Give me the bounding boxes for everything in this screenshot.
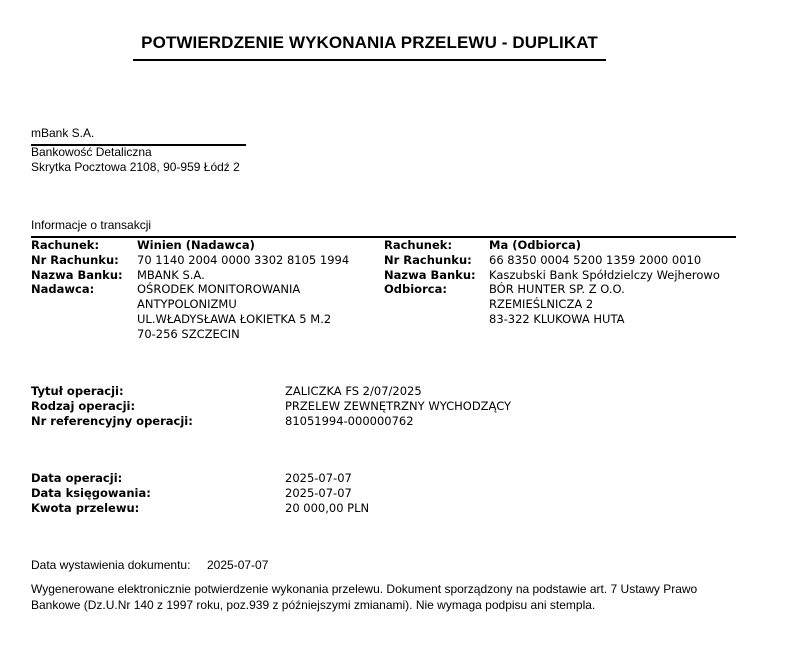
operation-values <box>285 384 511 428</box>
operation-date-label: Data operacji: <box>31 471 123 485</box>
operation-ref: 81051994-000000762 <box>285 413 414 428</box>
sender-labels <box>31 238 123 297</box>
recipient-account-no-label: Nr Rachunku: <box>384 252 472 267</box>
booking-date-label: Data księgowania: <box>31 485 151 500</box>
amount: 20 000,00 PLN <box>285 500 370 515</box>
dates-values <box>285 471 369 515</box>
operation-type: PRZELEW ZEWNĘTRZNY WYCHODZĄCY <box>285 398 512 413</box>
recipient-account-type-label: Rachunek: <box>384 238 453 252</box>
bank-address: Skrytka Pocztowa 2108, 90-959 Łódź 2 <box>31 160 240 174</box>
sender-party-line: ANTYPOLONIZMU <box>137 297 237 312</box>
sender-party-label: Nadawca: <box>31 282 95 297</box>
transaction-section-label: Informacje o transakcji <box>31 218 152 232</box>
recipient-values <box>489 238 720 327</box>
bank-division: Bankowość Detaliczna <box>31 145 152 159</box>
booking-date: 2025-07-07 <box>285 485 352 500</box>
amount-label: Kwota przelewu: <box>31 500 140 515</box>
recipient-party-line: RZEMIEŚLNICZA 2 <box>489 297 594 312</box>
issue-date: 2025-07-07 <box>207 558 269 572</box>
sender-bank-label: Nazwa Banku: <box>31 267 123 282</box>
sender-account-type: Winien (Nadawca) <box>137 238 255 252</box>
recipient-bank-label: Nazwa Banku: <box>384 267 476 282</box>
operation-date: 2025-07-07 <box>285 471 352 485</box>
sender-account-type-label: Rachunek: <box>31 238 100 252</box>
recipient-bank: Kaszubski Bank Spółdzielczy Wejherowo <box>489 267 720 282</box>
recipient-party-line: 83-322 KLUKOWA HUTA <box>489 311 625 326</box>
issue-date-label: Data wystawienia dokumentu: <box>31 558 191 572</box>
dates-labels <box>31 471 151 515</box>
operation-labels <box>31 384 193 428</box>
legal-note: Wygenerowane elektronicznie potwierdzenie wykonania przelewu. Dokument sporządzony na podstawie art. 7 Ustawy Prawo Bankowe (Dz.U.Nr 140 z 1997 roku, poz.939 z późniejszymi zmianami). Nie wymaga podpisu ani stempla. <box>31 582 698 612</box>
recipient-account-type: Ma (Odbiorca) <box>489 238 582 252</box>
operation-type-label: Rodzaj operacji: <box>31 398 136 413</box>
page-title: POTWIERDZENIE WYKONANIA PRZELEWU - DUPLIKAT <box>141 33 598 52</box>
recipient-party-label: Odbiorca: <box>384 282 447 297</box>
operation-ref-label: Nr referencyjny operacji: <box>31 413 193 428</box>
operation-title-label: Tytuł operacji: <box>31 384 124 398</box>
recipient-party-line: BÓR HUNTER SP. Z O.O. <box>489 282 625 297</box>
recipient-account-no: 66 8350 0004 5200 1359 2000 0010 <box>489 252 702 267</box>
sender-account-no-label: Nr Rachunku: <box>31 252 119 267</box>
sender-party-line: UL.WŁADYSŁAWA ŁOKIETKA 5 M.2 <box>137 311 332 326</box>
title-underline <box>133 59 606 61</box>
recipient-labels <box>384 238 476 297</box>
sender-party-line: OŚRODEK MONITOROWANIA <box>137 282 301 297</box>
operation-title: ZALICZKA FS 2/07/2025 <box>285 384 422 398</box>
sender-party-line: 70-256 SZCZECIN <box>137 326 240 341</box>
sender-values <box>137 238 349 342</box>
bank-name: mBank S.A. <box>31 126 95 140</box>
sender-account-no: 70 1140 2004 0000 3302 8105 1994 <box>137 252 350 267</box>
sender-bank: MBANK S.A. <box>137 267 205 282</box>
